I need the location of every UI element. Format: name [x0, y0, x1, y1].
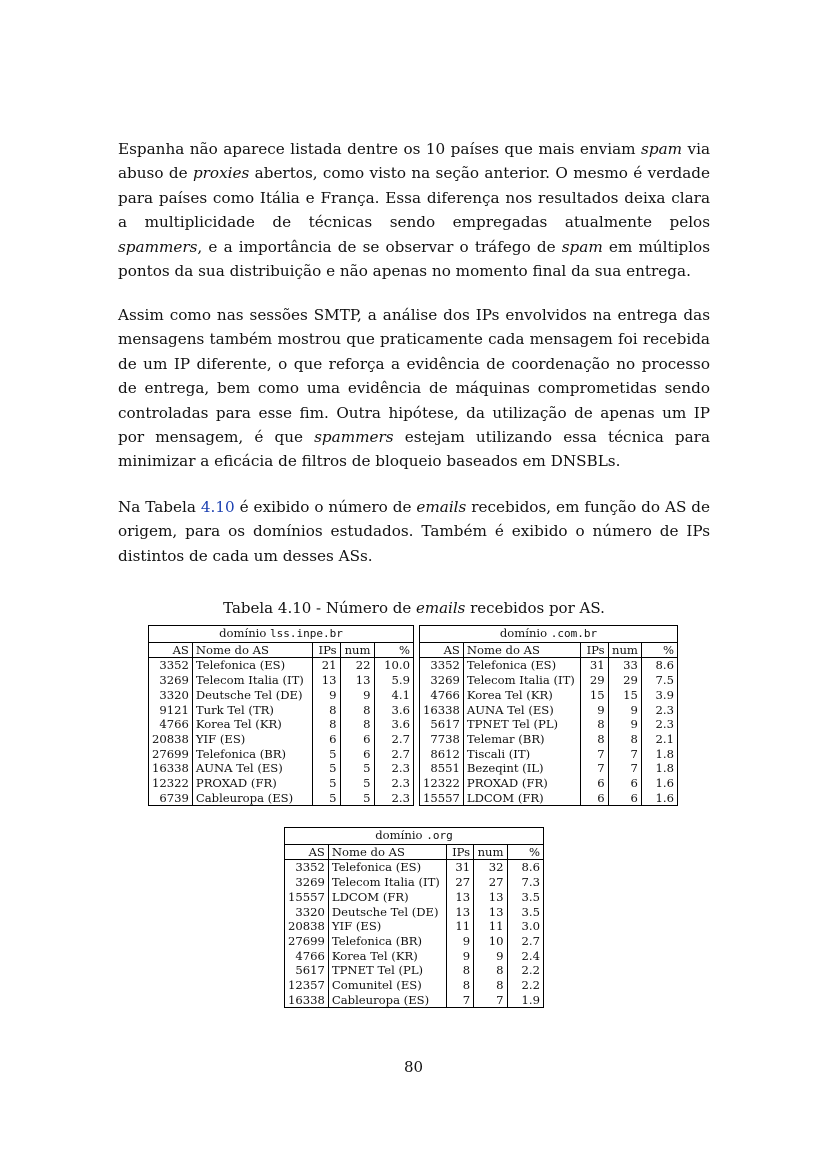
col-ips: 9 — [312, 688, 340, 703]
col-ips: 9 — [446, 949, 473, 964]
col-num: 8 — [340, 703, 374, 718]
col-as: 27699 — [285, 934, 329, 949]
col-as: 27699 — [149, 747, 193, 762]
col-num: 6 — [608, 791, 641, 806]
col-ips: 29 — [581, 673, 608, 688]
col-num: 6 — [340, 747, 374, 762]
col-as: 3269 — [420, 673, 464, 688]
col-name: Korea Tel (KR) — [328, 949, 446, 964]
col-ips: 5 — [312, 747, 340, 762]
column-header-num: num — [340, 642, 374, 658]
table-row — [149, 658, 414, 673]
col-name: Bezeqint (IL) — [463, 761, 580, 776]
col-pct: 2.3 — [374, 761, 414, 776]
col-as: 3352 — [149, 658, 193, 673]
table-row — [149, 732, 414, 747]
text-run: Espanha não aparece listada dentre os 10 países que mais enviam — [118, 140, 642, 158]
domain-label: domínio — [375, 828, 427, 842]
col-name: Deutsche Tel (DE) — [192, 688, 312, 703]
column-header-row — [285, 844, 544, 860]
column-header-name: Nome do AS — [192, 642, 312, 658]
col-ips: 8 — [312, 717, 340, 732]
caption-prefix: Tabela 4.10 - Número de — [223, 599, 417, 617]
col-num: 15 — [608, 688, 641, 703]
col-pct: 3.9 — [641, 688, 677, 703]
col-num: 5 — [340, 791, 374, 806]
column-header-row — [420, 642, 678, 658]
col-name: AUNA Tel (ES) — [192, 761, 312, 776]
col-name: Telefonica (ES) — [192, 658, 312, 673]
domain-header — [420, 626, 678, 643]
table-row — [285, 905, 544, 920]
table-row — [420, 658, 678, 673]
col-num: 13 — [474, 890, 507, 905]
col-as: 15557 — [285, 890, 329, 905]
table-row — [420, 761, 678, 776]
table-row — [420, 791, 678, 806]
col-pct: 2.7 — [374, 747, 414, 762]
col-name: TPNET Tel (PL) — [328, 963, 446, 978]
col-as: 5617 — [285, 963, 329, 978]
col-name: TPNET Tel (PL) — [463, 717, 580, 732]
domain-header — [285, 828, 544, 845]
table-row — [149, 703, 414, 718]
col-ips: 8 — [446, 963, 473, 978]
table-row — [149, 673, 414, 688]
col-name: LDCOM (FR) — [328, 890, 446, 905]
col-num: 5 — [340, 761, 374, 776]
column-header-ips: IPs — [446, 844, 473, 860]
col-num: 13 — [474, 905, 507, 920]
emphasis: spammers — [118, 237, 198, 256]
col-name: Telefonica (ES) — [463, 658, 580, 673]
emphasis: spammers — [314, 428, 394, 447]
table-row — [420, 717, 678, 732]
col-name: Cableuropa (ES) — [192, 791, 312, 806]
col-ips: 9 — [446, 934, 473, 949]
col-name: YIF (ES) — [328, 919, 446, 934]
col-ips: 9 — [581, 703, 608, 718]
column-header-name: Nome do AS — [328, 844, 446, 860]
col-pct: 3.6 — [374, 717, 414, 732]
col-as: 15557 — [420, 791, 464, 806]
domain-label: domínio — [219, 626, 271, 640]
col-as: 3320 — [149, 688, 193, 703]
paragraph-2 — [118, 303, 710, 474]
col-num: 11 — [474, 919, 507, 934]
col-as: 3269 — [285, 875, 329, 890]
table-row — [420, 732, 678, 747]
col-ips: 15 — [581, 688, 608, 703]
col-num: 29 — [608, 673, 641, 688]
col-name: Telemar (BR) — [463, 732, 580, 747]
col-as: 4766 — [285, 949, 329, 964]
col-as: 3352 — [420, 658, 464, 673]
table-org — [284, 827, 544, 1008]
table-row — [285, 919, 544, 934]
col-ips: 5 — [312, 776, 340, 791]
col-as: 20838 — [149, 732, 193, 747]
table-row — [149, 761, 414, 776]
table-row — [149, 776, 414, 791]
col-pct: 3.5 — [507, 905, 543, 920]
col-num: 13 — [340, 673, 374, 688]
col-num: 7 — [474, 993, 507, 1008]
col-name: YIF (ES) — [192, 732, 312, 747]
col-name: Korea Tel (KR) — [192, 717, 312, 732]
col-pct: 2.1 — [641, 732, 677, 747]
col-as: 16338 — [285, 993, 329, 1008]
col-ips: 6 — [581, 776, 608, 791]
col-name: Telecom Italia (IT) — [463, 673, 580, 688]
text-run: Na Tabela — [118, 498, 201, 516]
col-name: Cableuropa (ES) — [328, 993, 446, 1008]
table-row — [420, 673, 678, 688]
col-ips: 13 — [312, 673, 340, 688]
table-row — [149, 747, 414, 762]
col-as: 20838 — [285, 919, 329, 934]
table-row — [285, 860, 544, 875]
col-num: 22 — [340, 658, 374, 673]
table-row — [285, 934, 544, 949]
col-pct: 1.6 — [641, 776, 677, 791]
col-num: 5 — [340, 776, 374, 791]
table-row — [420, 747, 678, 762]
col-ips: 21 — [312, 658, 340, 673]
col-num: 8 — [340, 717, 374, 732]
col-name: PROXAD (FR) — [192, 776, 312, 791]
col-ips: 6 — [581, 791, 608, 806]
col-name: Turk Tel (TR) — [192, 703, 312, 718]
col-pct: 3.6 — [374, 703, 414, 718]
col-as: 16338 — [420, 703, 464, 718]
col-ips: 31 — [581, 658, 608, 673]
col-num: 32 — [474, 860, 507, 875]
column-header-row — [149, 642, 414, 658]
col-name: Telefonica (ES) — [328, 860, 446, 875]
col-pct: 2.7 — [507, 934, 543, 949]
column-header-ips: IPs — [312, 642, 340, 658]
col-pct: 8.6 — [507, 860, 543, 875]
col-num: 8 — [474, 978, 507, 993]
column-header-pct: % — [507, 844, 543, 860]
col-ips: 8 — [312, 703, 340, 718]
table-com-br — [419, 625, 678, 806]
col-pct: 10.0 — [374, 658, 414, 673]
col-name: Korea Tel (KR) — [463, 688, 580, 703]
col-name: Comunitel (ES) — [328, 978, 446, 993]
table-row — [149, 717, 414, 732]
col-name: Telefonica (BR) — [192, 747, 312, 762]
col-ips: 8 — [581, 732, 608, 747]
table-row — [420, 703, 678, 718]
col-name: Telecom Italia (IT) — [328, 875, 446, 890]
table-row — [285, 890, 544, 905]
text-run: Assim como nas sessões SMTP, a análise dos IPs envolvidos na entrega das mensagens também mostrou que praticamente cada mensagem foi recebida de um IP diferente, o que reforça a evidência de coordenação no processo de entrega, bem como uma evidência de máquinas comprometidas sendo controladas para esse fim. Outra hipótese, da utilização de apenas um IP por mensagem, é que — [118, 306, 710, 447]
column-header-pct: % — [374, 642, 414, 658]
col-num: 33 — [608, 658, 641, 673]
column-header-as: AS — [149, 642, 193, 658]
domain-code: .com.br — [550, 627, 598, 640]
table-caption — [118, 598, 710, 618]
col-pct: 2.3 — [641, 717, 677, 732]
col-name: Telecom Italia (IT) — [192, 673, 312, 688]
table-row — [420, 776, 678, 791]
col-num: 7 — [608, 761, 641, 776]
col-as: 6739 — [149, 791, 193, 806]
col-pct: 1.6 — [641, 791, 677, 806]
col-as: 3352 — [285, 860, 329, 875]
col-num: 9 — [340, 688, 374, 703]
col-ips: 11 — [446, 919, 473, 934]
table-row — [285, 963, 544, 978]
col-num: 10 — [474, 934, 507, 949]
col-pct: 4.1 — [374, 688, 414, 703]
table-row — [285, 875, 544, 890]
col-name: LDCOM (FR) — [463, 791, 580, 806]
paragraph-3 — [118, 495, 710, 568]
col-pct: 2.3 — [374, 791, 414, 806]
col-name: AUNA Tel (ES) — [463, 703, 580, 718]
col-pct: 1.9 — [507, 993, 543, 1008]
col-num: 9 — [608, 717, 641, 732]
col-pct: 1.8 — [641, 747, 677, 762]
col-pct: 2.3 — [374, 776, 414, 791]
domain-label: domínio — [499, 626, 551, 640]
emphasis: proxies — [192, 164, 250, 183]
col-pct: 2.7 — [374, 732, 414, 747]
column-header-as: AS — [285, 844, 329, 860]
col-num: 6 — [340, 732, 374, 747]
col-num: 7 — [608, 747, 641, 762]
table-row — [285, 978, 544, 993]
col-name: Deutsche Tel (DE) — [328, 905, 446, 920]
col-name: PROXAD (FR) — [463, 776, 580, 791]
col-ips: 8 — [446, 978, 473, 993]
domain-header — [149, 626, 414, 643]
col-ips: 13 — [446, 905, 473, 920]
text-run: é exibido o número de — [234, 498, 417, 516]
table-row — [149, 688, 414, 703]
text-run: recebidos, em função do AS de origem, para os domínios estudados. Também é exibido o número de IPs distintos de cada um desses ASs. — [118, 498, 710, 565]
col-pct: 3.0 — [507, 919, 543, 934]
col-num: 27 — [474, 875, 507, 890]
emphasis: spam — [641, 140, 683, 158]
col-as: 7738 — [420, 732, 464, 747]
text-run: via abuso de — [118, 140, 710, 183]
col-num: 6 — [608, 776, 641, 791]
col-as: 3269 — [149, 673, 193, 688]
emphasis: spam — [561, 237, 603, 256]
col-as: 12357 — [285, 978, 329, 993]
col-as: 12322 — [149, 776, 193, 791]
col-ips: 6 — [312, 732, 340, 747]
domain-code: .org — [426, 829, 453, 842]
col-pct: 7.5 — [641, 673, 677, 688]
col-as: 9121 — [149, 703, 193, 718]
paragraph-1 — [118, 137, 710, 283]
col-as: 3320 — [285, 905, 329, 920]
col-ips: 13 — [446, 890, 473, 905]
col-pct: 3.5 — [507, 890, 543, 905]
col-pct: 2.2 — [507, 978, 543, 993]
col-ips: 31 — [446, 860, 473, 875]
column-header-as: AS — [420, 642, 464, 658]
domain-code: lss.inpe.br — [270, 627, 343, 640]
caption-emphasis: emails — [416, 599, 466, 617]
col-pct: 1.8 — [641, 761, 677, 776]
caption-suffix: recebidos por AS. — [465, 599, 605, 617]
text-run: em múltiplos pontos da sua distribuição e não apenas no momento final da sua entrega. — [118, 237, 710, 281]
table-row — [285, 993, 544, 1008]
col-num: 8 — [608, 732, 641, 747]
column-header-num: num — [474, 844, 507, 860]
text-run: abertos, como visto na seção anterior. O mesmo é verdade para países como Itália e França. Essa diferença nos resultados deixa clara a multiplicidade de técnicas sendo empregadas atualmente pelos — [118, 164, 710, 232]
table-row — [285, 949, 544, 964]
table-row — [420, 688, 678, 703]
col-name: Telefonica (BR) — [328, 934, 446, 949]
col-as: 5617 — [420, 717, 464, 732]
column-header-num: num — [608, 642, 641, 658]
col-num: 9 — [474, 949, 507, 964]
col-ips: 7 — [581, 761, 608, 776]
emphasis: emails — [416, 498, 467, 516]
col-pct: 2.3 — [641, 703, 677, 718]
col-pct: 8.6 — [641, 658, 677, 673]
col-num: 9 — [608, 703, 641, 718]
col-as: 12322 — [420, 776, 464, 791]
col-as: 8551 — [420, 761, 464, 776]
col-ips: 7 — [581, 747, 608, 762]
col-as: 8612 — [420, 747, 464, 762]
page-number: 80 — [403, 1058, 424, 1076]
column-header-pct: % — [641, 642, 677, 658]
column-header-ips: IPs — [581, 642, 608, 658]
text-run: estejam utilizando essa técnica para minimizar a eficácia de filtros de bloqueio baseados em DNSBLs. — [118, 428, 710, 471]
col-pct: 2.4 — [507, 949, 543, 964]
col-pct: 7.3 — [507, 875, 543, 890]
table-row — [149, 791, 414, 806]
col-pct: 5.9 — [374, 673, 414, 688]
col-ips: 5 — [312, 761, 340, 776]
col-ips: 27 — [446, 875, 473, 890]
col-ips: 8 — [581, 717, 608, 732]
col-num: 8 — [474, 963, 507, 978]
table-reference-link[interactable]: 4.10 — [200, 498, 235, 516]
col-ips: 5 — [312, 791, 340, 806]
col-pct: 2.2 — [507, 963, 543, 978]
col-name: Tiscali (IT) — [463, 747, 580, 762]
col-as: 4766 — [149, 717, 193, 732]
table-lss-inpe-br — [148, 625, 414, 806]
col-as: 16338 — [149, 761, 193, 776]
text-run: , e a importância de se observar o tráfego de — [197, 237, 562, 256]
column-header-name: Nome do AS — [463, 642, 580, 658]
col-ips: 7 — [446, 993, 473, 1008]
col-as: 4766 — [420, 688, 464, 703]
